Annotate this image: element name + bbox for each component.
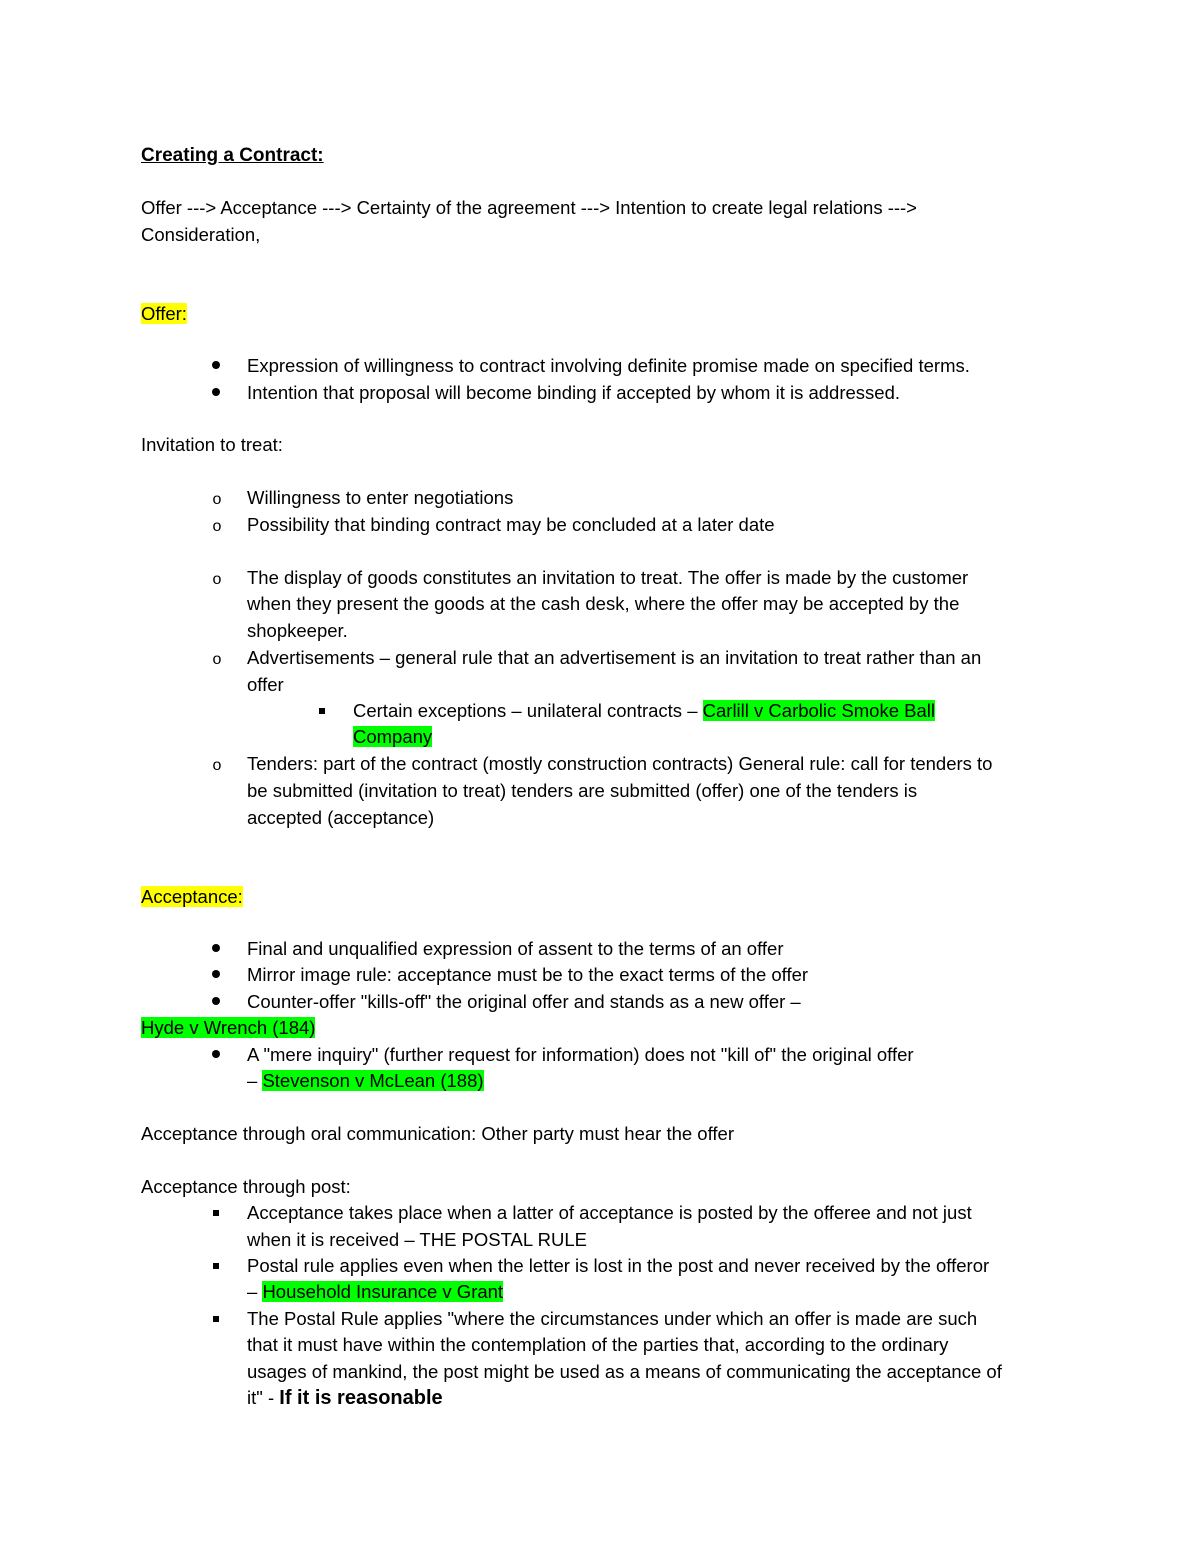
acceptance-bullet-1: Final and unqualified expression of assent to the terms of an offer [247, 938, 784, 959]
circle-bullet-icon: o [212, 491, 222, 508]
bullet-icon [212, 388, 220, 396]
bullet-icon [212, 1050, 220, 1058]
post-item-3-line-4: it" - If it is reasonable [247, 1387, 443, 1409]
post-item-3-line-1: The Postal Rule applies "where the circumstances under which an offer is made are such [247, 1308, 978, 1329]
invitation-item-2: Possibility that binding contract may be concluded at a later date [247, 514, 775, 535]
display-goods-line-1: The display of goods constitutes an invitation to treat. The offer is made by the customer [247, 567, 969, 588]
post-item-1-line-2: when it is received – THE POSTAL RULE [247, 1229, 587, 1250]
circle-bullet-icon: o [212, 651, 222, 668]
circle-bullet-icon: o [212, 571, 222, 588]
post-heading: Acceptance through post: [141, 1176, 351, 1197]
post-item-2-line-1: Postal rule applies even when the letter is lost in the post and never received by the offeror [247, 1255, 990, 1276]
case-carlill: Carlill v Carbolic Smoke Ball [702, 700, 935, 721]
oral-communication: Acceptance through oral communication: Other party must hear the offer [141, 1123, 734, 1144]
exceptions-line-2 [353, 724, 432, 750]
acceptance-heading: Acceptance: [141, 886, 243, 907]
tenders-line-1: Tenders: part of the contract (mostly construction contracts) General rule: call for tenders to [247, 753, 993, 774]
case-stevenson: Stevenson v McLean (188) [262, 1070, 484, 1091]
offer-bullet-2: Intention that proposal will become binding if accepted by whom it is addressed. [247, 382, 901, 403]
post-item-3-line-3: usages of mankind, the post might be used as a means of communicating the acceptance of [247, 1361, 1002, 1382]
case-hyde-line [141, 1015, 315, 1041]
display-goods-line-3: shopkeeper. [247, 620, 348, 641]
circle-bullet-icon: o [212, 757, 222, 774]
offer-bullet-1: Expression of willingness to contract involving definite promise made on specified terms. [247, 355, 970, 376]
invitation-heading: Invitation to treat: [141, 434, 283, 455]
acceptance-bullet-3: Counter-offer "kills-off" the original offer and stands as a new offer – [247, 991, 801, 1012]
tenders-line-3: accepted (acceptance) [247, 807, 435, 828]
square-bullet-icon [213, 1316, 219, 1322]
square-bullet-icon [319, 708, 325, 714]
circle-bullet-icon: o [212, 518, 222, 535]
invitation-item-1: Willingness to enter negotiations [247, 487, 514, 508]
square-bullet-icon [213, 1263, 219, 1269]
case-household: Household Insurance v Grant [262, 1281, 504, 1302]
flow-line-2: Consideration, [141, 224, 261, 245]
case-carlill-cont: Company [353, 726, 433, 747]
tenders-line-2: be submitted (invitation to treat) tenders are submitted (offer) one of the tenders is [247, 780, 918, 801]
flow-line-1: Offer ---> Acceptance ---> Certainty of the agreement ---> Intention to create legal relations ---> [141, 197, 917, 218]
bullet-icon [212, 970, 220, 978]
display-goods-line-2: when they present the goods at the cash desk, where the offer may be accepted by the [247, 593, 960, 614]
post-item-2-line-2: – Household Insurance v Grant [247, 1281, 504, 1302]
inquiry-line-2: – Stevenson v McLean (188) [247, 1070, 484, 1091]
offer-heading: Offer: [141, 303, 187, 324]
acceptance-bullet-2: Mirror image rule: acceptance must be to the exact terms of the offer [247, 964, 809, 985]
inquiry-line-1: A "mere inquiry" (further request for information) does not "kill of" the original offer [247, 1044, 914, 1065]
advertisements-line-2: offer [247, 674, 284, 695]
post-item-1-line-1: Acceptance takes place when a latter of acceptance is posted by the offeree and not just [247, 1202, 972, 1223]
square-bullet-icon [213, 1210, 219, 1216]
bullet-icon [212, 944, 220, 952]
bullet-icon [212, 997, 220, 1005]
page-title: Creating a Contract: [141, 145, 324, 166]
reasonable-emphasis: If it is reasonable [279, 1387, 443, 1409]
bullet-icon [212, 361, 220, 369]
advertisements-line-1: Advertisements – general rule that an advertisement is an invitation to treat rather than an [247, 647, 982, 668]
post-item-3-line-2: that it must have within the contemplation of the parties that, according to the ordinary [247, 1334, 949, 1355]
case-hyde: Hyde v Wrench (184) [141, 1017, 316, 1038]
exceptions-line-1: Certain exceptions – unilateral contracts – Carlill v Carbolic Smoke Ball [353, 700, 935, 721]
